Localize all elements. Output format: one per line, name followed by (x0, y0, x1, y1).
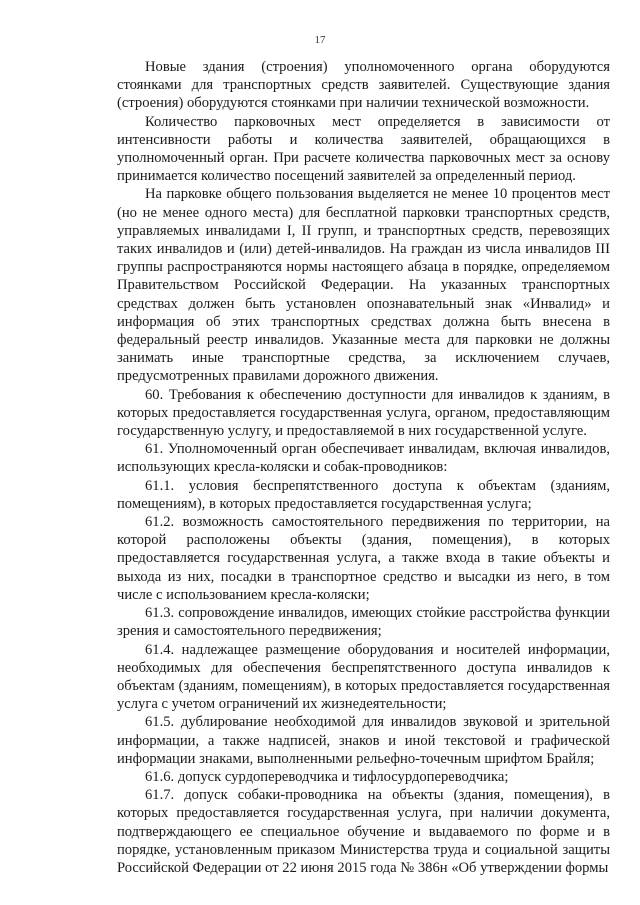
paragraph-item-61-6: 61.6. допуск сурдопереводчика и тифлосурдопереводчика; (145, 768, 509, 785)
paragraph-item-61-4: 61.4. надлежащее размещение оборудования и носителей информации, необходимых для обеспечения беспрепятственного доступа инвалидов к объектам (зданиям, помещениям), в которых предоставляется государственная услуга с учетом ограничений их жизнедеятельности; (117, 641, 610, 713)
paragraph-item-61-7: 61.7. допуск собаки-проводника на объекты (здания, помещения), в которых предоставляется государственная услуга, при наличии документа, подтверждающего ее специальное обучение и выдаваемого по форме и в порядке, установленным приказом Министерства труда и социальной защиты Российской Федерации от 22 июня 2015 года № 386н «Об утверждении формы (117, 787, 610, 876)
paragraph-item-60: 60. Требования к обеспечению доступности для инвалидов к зданиям, в которых предоставляется государственная услуга, органом, предоставляющим государственную услугу, и предоставляемой в них государственной услуге. (117, 386, 610, 440)
page-number: 17 (314, 34, 326, 46)
paragraph-item-61-1: 61.1. условия беспрепятственного доступа к объектам (зданиям, помещениям), в которых предоставляется государственная услуга; (117, 477, 610, 512)
paragraph-parking-count: Количество парковочных мест определяется в зависимости от интенсивности работы и количества заявителей, обращающихся в уполномоченный орган. При расчете количества парковочных мест за основу принимается количество посещений заявителей за определенный период. (117, 113, 610, 185)
paragraph-disabled-parking: На парковке общего пользования выделяется не менее 10 процентов мест (но не менее одного места) для бесплатной парковки транспортных средств, управляемых инвалидами I, II групп, и транспортных средств, перевозящих таких инвалидов и (или) детей-инвалидов. На граждан из числа инвалидов III группы распространяются нормы настоящего абзаца в порядке, определяемом Правительством Российской Федерации. На указанных транспортных средствах должен быть установлен опознавательный знак «Инвалид» и информация об этих транспортных средствах должна быть внесена в федеральный реестр инвалидов. Указанные места для парковки не должны занимать иные транспортные средства, за исключением случаев, предусмотренных правилами дорожного движения. (117, 186, 610, 385)
paragraph-item-61-2: 61.2. возможность самостоятельного передвижения по территории, на которой расположены объекты (здания, помещения), в которых предоставляется государственная услуга, а также входа в такие объекты и выхода из них, посадки в транспортное средство и высадки из него, в том числе с использованием кресла-коляски; (117, 514, 610, 603)
paragraph-item-61-5: 61.5. дублирование необходимой для инвалидов звуковой и зрительной информации, а также надписей, знаков и иной текстовой и графической информации знаками, выполненными рельефно-точечным шрифтом Брайля; (117, 714, 610, 767)
paragraph-item-61: 61. Уполномоченный орган обеспечивает инвалидам, включая инвалидов, использующих кресла-коляски и собак-проводников: (117, 441, 610, 476)
document-body (117, 58, 610, 877)
paragraph-item-61-3: 61.3. сопровождение инвалидов, имеющих стойкие расстройства функции зрения и самостоятельного передвижения; (117, 605, 610, 640)
paragraph-new-buildings-parking: Новые здания (строения) уполномоченного органа оборудуются стоянками для транспортных средств заявителей. Существующие здания (строения) оборудуются стоянками при наличии технической возможности. (117, 59, 610, 112)
